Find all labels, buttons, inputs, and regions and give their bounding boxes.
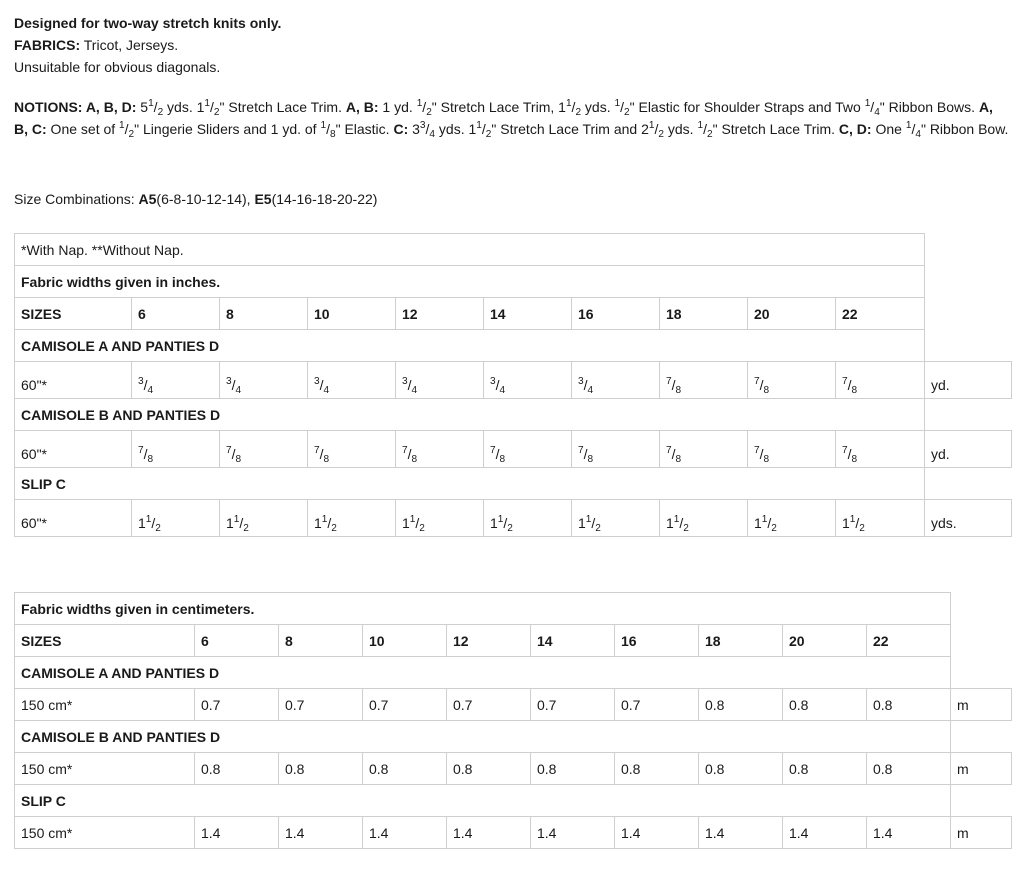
yardage-value: 1.4: [699, 817, 783, 849]
yardage-value: $^7/_8$: [308, 431, 396, 468]
nap-note-row: [15, 234, 1012, 266]
fraction-denominator: 2: [419, 522, 425, 534]
yardage-value: $1^1/_2$: [484, 500, 572, 537]
fraction-numerator: 1: [697, 120, 704, 132]
fraction-denominator: 8: [675, 453, 682, 465]
notions-text: " Stretch Lace Trim, 1: [431, 99, 566, 115]
section-title-row: [15, 657, 1012, 689]
yardage-value: 0.7: [279, 689, 363, 721]
empty-cell: [951, 625, 1012, 657]
section-title-row: [15, 399, 1012, 431]
empty-cell: [951, 785, 1012, 817]
size-header: 16: [615, 625, 699, 657]
size-header: 12: [396, 298, 484, 330]
notions-view-c: C:: [393, 121, 409, 137]
intro-block: [14, 12, 1014, 78]
notions-text: yds. 1: [163, 99, 205, 115]
notions-view-abc: A, B, C:: [14, 99, 993, 137]
fraction-numerator: 1: [648, 120, 655, 132]
yardage-value: $^7/_8$: [748, 362, 836, 399]
fraction-denominator: 2: [128, 128, 135, 140]
notions-text: yds.: [581, 99, 615, 115]
fraction-denominator: 2: [575, 106, 582, 118]
notions-text: 3: [408, 121, 420, 137]
fraction-numerator: 1: [476, 120, 482, 132]
fraction-denominator: 2: [243, 522, 249, 534]
notions-text: " Elastic.: [335, 121, 394, 137]
fraction-denominator: 2: [624, 106, 630, 118]
size-header: 8: [279, 625, 363, 657]
yardage-value: $1^1/_2$: [220, 500, 308, 537]
notions-view-abd: A, B, D:: [82, 99, 137, 115]
empty-cell: [925, 399, 1012, 431]
yardage-value: 1.4: [363, 817, 447, 849]
fabric-width: 150 cm*: [15, 753, 195, 785]
yardage-value: $1^1/_2$: [572, 500, 660, 537]
fraction-numerator: 7: [842, 445, 848, 457]
yardage-value: $1^1/_2$: [396, 500, 484, 537]
whole-number: 1: [578, 515, 586, 531]
widths-note-row: [15, 593, 1012, 625]
notions-text: " Lingerie Sliders and 1 yd. of: [134, 121, 321, 137]
fraction-denominator: 2: [155, 522, 161, 534]
empty-cell: [925, 266, 1012, 298]
fraction-numerator: 1: [119, 120, 125, 132]
yardage-value: $^7/_8$: [484, 431, 572, 468]
notions-text: One: [871, 121, 906, 137]
whole-number: 1: [666, 515, 674, 531]
fraction-denominator: 8: [499, 453, 506, 465]
size-header: 20: [748, 298, 836, 330]
unit-label: m: [951, 689, 1012, 721]
fraction-numerator: 3: [490, 376, 496, 388]
size-range-e5: (14-16-18-20-22): [271, 191, 378, 207]
fraction-numerator: 1: [320, 120, 327, 132]
notions-text: " Elastic for Shoulder Straps and Two: [629, 99, 865, 115]
fraction-numerator: 7: [666, 376, 672, 388]
fraction-denominator: 4: [915, 128, 921, 140]
section-title-row: [15, 785, 1012, 817]
empty-cell: [925, 330, 1012, 362]
yardage-value: 0.8: [783, 753, 867, 785]
yardage-value: $^3/_4$: [484, 362, 572, 399]
fraction-numerator: 7: [402, 445, 408, 457]
yardage-value: 1.4: [615, 817, 699, 849]
fabrics-value: Tricot, Jerseys.: [80, 37, 179, 53]
notions-text: " Ribbon Bows.: [879, 99, 979, 115]
fraction-numerator: 1: [416, 98, 423, 110]
unit-label: m: [951, 817, 1012, 849]
unit-label: yds.: [925, 500, 1012, 537]
yardage-value: 0.8: [783, 689, 867, 721]
notions-text: " Ribbon Bow.: [920, 121, 1009, 137]
fraction-denominator: 8: [851, 453, 858, 465]
fraction-denominator: 4: [147, 384, 154, 396]
notions-text: " Stretch Lace Trim and 2: [491, 121, 649, 137]
sizes-label: SIZES: [15, 298, 132, 330]
fabric-width: 150 cm*: [15, 817, 195, 849]
fabric-width: 150 cm*: [15, 689, 195, 721]
whole-number: 1: [754, 515, 762, 531]
fabric-width: 60"*: [15, 431, 132, 468]
notions-paragraph: NOTIONS: A, B, D: $5^1/_2$ yds. $1^1/_2$" Stretch Lace Trim. A, B: 1 yd. $^1/_2$" Stretch Lace Trim, $1^1/_2$ yds. $^1/_2$" Elastic for Shoulder Straps and Two $^1/_4$" Ribbon Bows. A, B, C: One set of $^1/_2$" Lingerie Sliders and 1 yd. of $^1/_8$" Elastic. C: $3^3/_4$ yds. $1^1/_2$" Stretch Lace Trim and $2^1/_2$ yds. $^1/_2$" Stretch Lace Trim. C, D: One $^1/_4$" Ribbon Bow.: [14, 98, 1009, 140]
yardage-value: 0.8: [615, 753, 699, 785]
notions-text: yds. 1: [435, 121, 477, 137]
whole-number: 1: [490, 515, 498, 531]
nap-note: *With Nap. **Without Nap.: [15, 234, 925, 266]
fraction-denominator: 4: [429, 128, 436, 140]
yardage-value: 0.8: [699, 689, 783, 721]
yardage-value: 0.7: [447, 689, 531, 721]
size-header: 14: [531, 625, 615, 657]
fraction-numerator: 1: [321, 514, 328, 526]
yardage-value: $^7/_8$: [572, 431, 660, 468]
fraction-numerator: 1: [497, 514, 504, 526]
fraction-numerator: 7: [226, 445, 232, 457]
fraction-numerator: 7: [842, 376, 848, 388]
yardage-value: 1.4: [447, 817, 531, 849]
fraction-numerator: 3: [402, 376, 408, 388]
yardage-value: $^7/_8$: [660, 431, 748, 468]
fraction-denominator: 2: [213, 106, 220, 118]
sizes-row: [15, 625, 1012, 657]
fraction-numerator: 1: [565, 98, 572, 110]
yardage-value: $1^1/_2$: [836, 500, 925, 537]
yardage-value: 0.7: [363, 689, 447, 721]
unit-label: yd.: [925, 362, 1012, 399]
yardage-row: [15, 817, 1012, 849]
empty-cell: [951, 721, 1012, 753]
whole-number: 1: [314, 515, 322, 531]
size-header: 8: [220, 298, 308, 330]
fraction-numerator: 1: [148, 98, 154, 110]
yardage-value: $^3/_4$: [220, 362, 308, 399]
yardage-value: 0.8: [195, 753, 279, 785]
unit-label: yd.: [925, 431, 1012, 468]
yardage-value: 1.4: [279, 817, 363, 849]
fraction-numerator: 3: [226, 376, 232, 388]
fabric-width: 60"*: [15, 500, 132, 537]
fraction-numerator: 3: [419, 120, 426, 132]
fraction-numerator: 1: [864, 98, 871, 110]
yardage-value: $^7/_8$: [220, 431, 308, 468]
fraction-numerator: 1: [905, 120, 912, 132]
widths-note: Fabric widths given in centimeters.: [15, 593, 951, 625]
section-title: SLIP C: [15, 468, 925, 500]
fraction-numerator: 1: [204, 98, 211, 110]
fraction-numerator: 3: [314, 376, 320, 388]
size-header: 18: [699, 625, 783, 657]
section-title-row: [15, 468, 1012, 500]
yardage-value: $^3/_4$: [308, 362, 396, 399]
yardage-value: $^7/_8$: [836, 431, 925, 468]
size-header: 20: [783, 625, 867, 657]
diagonals-note: Unsuitable for obvious diagonals.: [14, 59, 221, 75]
fraction-denominator: 8: [763, 384, 770, 396]
fraction-denominator: 8: [411, 453, 418, 465]
fraction-denominator: 8: [323, 453, 330, 465]
yardage-value: $1^1/_2$: [132, 500, 220, 537]
yardage-value: $1^1/_2$: [308, 500, 396, 537]
yardage-value: $^3/_4$: [572, 362, 660, 399]
yardage-value: 0.8: [867, 689, 951, 721]
section-title: CAMISOLE B AND PANTIES D: [15, 721, 951, 753]
whole-number: 1: [226, 515, 234, 531]
notions-view-ab: A, B:: [345, 99, 379, 115]
fraction-denominator: 8: [675, 384, 682, 396]
fabrics-label: FABRICS:: [14, 37, 81, 53]
fraction-numerator: 1: [585, 514, 592, 526]
yardage-row: [15, 362, 1012, 399]
whole-number: 1: [402, 515, 410, 531]
fraction-denominator: 8: [329, 128, 336, 140]
empty-cell: [925, 468, 1012, 500]
yardage-row: [15, 500, 1012, 537]
fraction-denominator: 2: [595, 522, 601, 534]
yardage-value: $1^1/_2$: [660, 500, 748, 537]
fraction-numerator: 7: [754, 376, 760, 388]
yardage-value: $^7/_8$: [396, 431, 484, 468]
whole-number: 1: [842, 515, 850, 531]
yardage-row: [15, 753, 1012, 785]
yardage-value: 0.8: [279, 753, 363, 785]
fraction-numerator: 1: [409, 514, 416, 526]
size-header: 16: [572, 298, 660, 330]
yardage-value: 0.8: [531, 753, 615, 785]
section-title: CAMISOLE A AND PANTIES D: [15, 330, 925, 362]
fabrics-line: [14, 34, 1014, 56]
yardage-value: 0.7: [531, 689, 615, 721]
yardage-value: 0.8: [447, 753, 531, 785]
fraction-denominator: 2: [683, 522, 689, 534]
fraction-denominator: 2: [706, 128, 713, 140]
yardage-value: 1.4: [531, 817, 615, 849]
fraction-numerator: 7: [666, 445, 672, 457]
empty-cell: [951, 593, 1012, 625]
section-title-row: [15, 330, 1012, 362]
yardage-value: 0.8: [699, 753, 783, 785]
fraction-numerator: 1: [614, 98, 621, 110]
empty-cell: [951, 657, 1012, 689]
notions-text: yds.: [664, 121, 698, 137]
fraction-denominator: 8: [587, 453, 594, 465]
size-header: 6: [132, 298, 220, 330]
sizes-row: [15, 298, 1012, 330]
notions-view-cd: C, D:: [838, 121, 872, 137]
yardage-value: 1.4: [783, 817, 867, 849]
fraction-numerator: 7: [578, 445, 584, 457]
notions-text: " Stretch Lace Trim.: [219, 99, 346, 115]
yardage-value: 0.8: [867, 753, 951, 785]
fraction-denominator: 4: [411, 384, 418, 396]
size-header: 14: [484, 298, 572, 330]
size-header: 6: [195, 625, 279, 657]
yardage-value: $^3/_4$: [132, 362, 220, 399]
notions-text: 1 yd.: [378, 99, 417, 115]
fraction-denominator: 4: [874, 106, 880, 118]
size-header: 22: [836, 298, 925, 330]
fraction-denominator: 8: [235, 453, 242, 465]
fraction-numerator: 1: [673, 514, 680, 526]
fraction-denominator: 4: [499, 384, 506, 396]
fraction-numerator: 1: [233, 514, 240, 526]
fraction-numerator: 7: [490, 445, 496, 457]
yardage-value: $^3/_4$: [396, 362, 484, 399]
size-range-a5: (6-8-10-12-14),: [156, 191, 255, 207]
fraction-numerator: 7: [138, 445, 144, 457]
fraction-denominator: 4: [587, 384, 594, 396]
yardage-row: [15, 689, 1012, 721]
yardage-value: $1^1/_2$: [748, 500, 836, 537]
notions-text: One set of: [46, 121, 120, 137]
size-header: 22: [867, 625, 951, 657]
empty-cell: [925, 234, 1012, 266]
section-title: CAMISOLE A AND PANTIES D: [15, 657, 951, 689]
section-title-row: [15, 721, 1012, 753]
fraction-denominator: 4: [235, 384, 242, 396]
size-header: 18: [660, 298, 748, 330]
fraction-numerator: 1: [761, 514, 768, 526]
fraction-denominator: 8: [763, 453, 770, 465]
fraction-numerator: 7: [314, 445, 320, 457]
fraction-denominator: 2: [426, 106, 432, 118]
fraction-denominator: 2: [771, 522, 777, 534]
yardage-value: 1.4: [195, 817, 279, 849]
yardage-value: 0.8: [363, 753, 447, 785]
fraction-numerator: 3: [138, 376, 144, 388]
yardage-value: $^7/_8$: [660, 362, 748, 399]
sizes-label: SIZES: [15, 625, 195, 657]
widths-note-row: [15, 266, 1012, 298]
fraction-denominator: 4: [323, 384, 330, 396]
fraction-denominator: 2: [658, 128, 664, 140]
yardage-value: 0.7: [615, 689, 699, 721]
size-code-a5: A5: [138, 191, 157, 207]
yardage-table-inches: [14, 233, 1012, 537]
yardage-table-centimeters: [14, 592, 1012, 849]
size-header: 10: [363, 625, 447, 657]
fraction-denominator: 2: [331, 522, 337, 534]
widths-note: Fabric widths given in inches.: [15, 266, 925, 298]
whole-number: 1: [138, 515, 146, 531]
size-combinations: [14, 188, 377, 210]
stretch-knits-note: Designed for two-way stretch knits only.: [14, 15, 282, 31]
fraction-numerator: 3: [578, 376, 584, 388]
yardage-value: 1.4: [867, 817, 951, 849]
size-combinations-label: Size Combinations:: [14, 191, 139, 207]
fraction-denominator: 8: [147, 453, 154, 465]
empty-cell: [925, 298, 1012, 330]
fraction-numerator: 1: [145, 514, 152, 526]
yardage-row: [15, 431, 1012, 468]
notions-label: NOTIONS:: [14, 99, 83, 115]
yardage-value: $^7/_8$: [748, 431, 836, 468]
section-title: CAMISOLE B AND PANTIES D: [15, 399, 925, 431]
size-code-e5: E5: [254, 191, 272, 207]
size-header: 10: [308, 298, 396, 330]
size-header: 12: [447, 625, 531, 657]
notions-text: 5: [136, 99, 149, 115]
notions-text: " Stretch Lace Trim.: [712, 121, 839, 137]
fraction-numerator: 1: [849, 514, 856, 526]
yardage-value: 0.7: [195, 689, 279, 721]
yardage-value: $^7/_8$: [132, 431, 220, 468]
fraction-denominator: 2: [485, 128, 492, 140]
fraction-denominator: 2: [859, 522, 865, 534]
unit-label: m: [951, 753, 1012, 785]
section-title: SLIP C: [15, 785, 951, 817]
fraction-denominator: 8: [851, 384, 858, 396]
yardage-value: $^7/_8$: [836, 362, 925, 399]
fabric-width: 60"*: [15, 362, 132, 399]
fraction-denominator: 2: [157, 106, 164, 118]
fraction-numerator: 7: [754, 445, 760, 457]
fraction-denominator: 2: [507, 522, 513, 534]
